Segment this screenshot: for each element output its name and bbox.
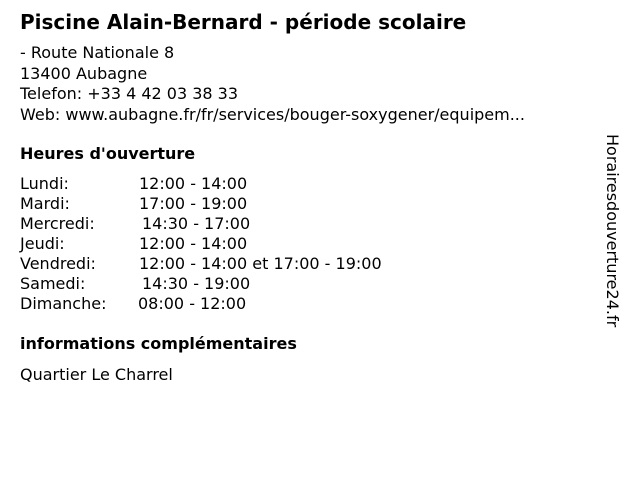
time-range: 12:00 - 14:00 [139,234,248,253]
address-city: 13400 Aubagne [20,63,148,83]
time-range: 12:00 - 14:00 et 17:00 - 19:00 [139,254,382,273]
time-range: 14:30 - 19:00 [142,274,251,293]
day-label: Mardi: [20,194,70,213]
address-block [20,43,525,125]
additional-info-text: Quartier Le Charrel [20,365,173,384]
day-label: Mercredi: [20,214,95,233]
page-title: Piscine Alain-Bernard - période scolaire [20,10,467,34]
day-label: Dimanche: [20,294,107,313]
additional-info-heading: informations complémentaires [20,334,297,353]
time-range: 14:30 - 17:00 [142,214,251,233]
day-label: Jeudi: [20,234,65,253]
time-range: 17:00 - 19:00 [139,194,248,213]
day-label: Samedi: [20,274,86,293]
day-label: Vendredi: [20,254,96,273]
website-text: Web: www.aubagne.fr/fr/services/bouger-soxygener/equipem... [20,104,525,124]
address-street: - Route Nationale 8 [20,43,175,62]
opening-hours-heading: Heures d'ouverture [20,144,196,163]
day-label: Lundi: [20,174,69,193]
phone-text: Telefon: +33 4 42 03 38 33 [20,84,239,103]
site-brand-vertical: Horairesdouverture24.fr [603,134,622,328]
time-range: 12:00 - 14:00 [139,174,248,193]
time-range: 08:00 - 12:00 [138,294,247,313]
